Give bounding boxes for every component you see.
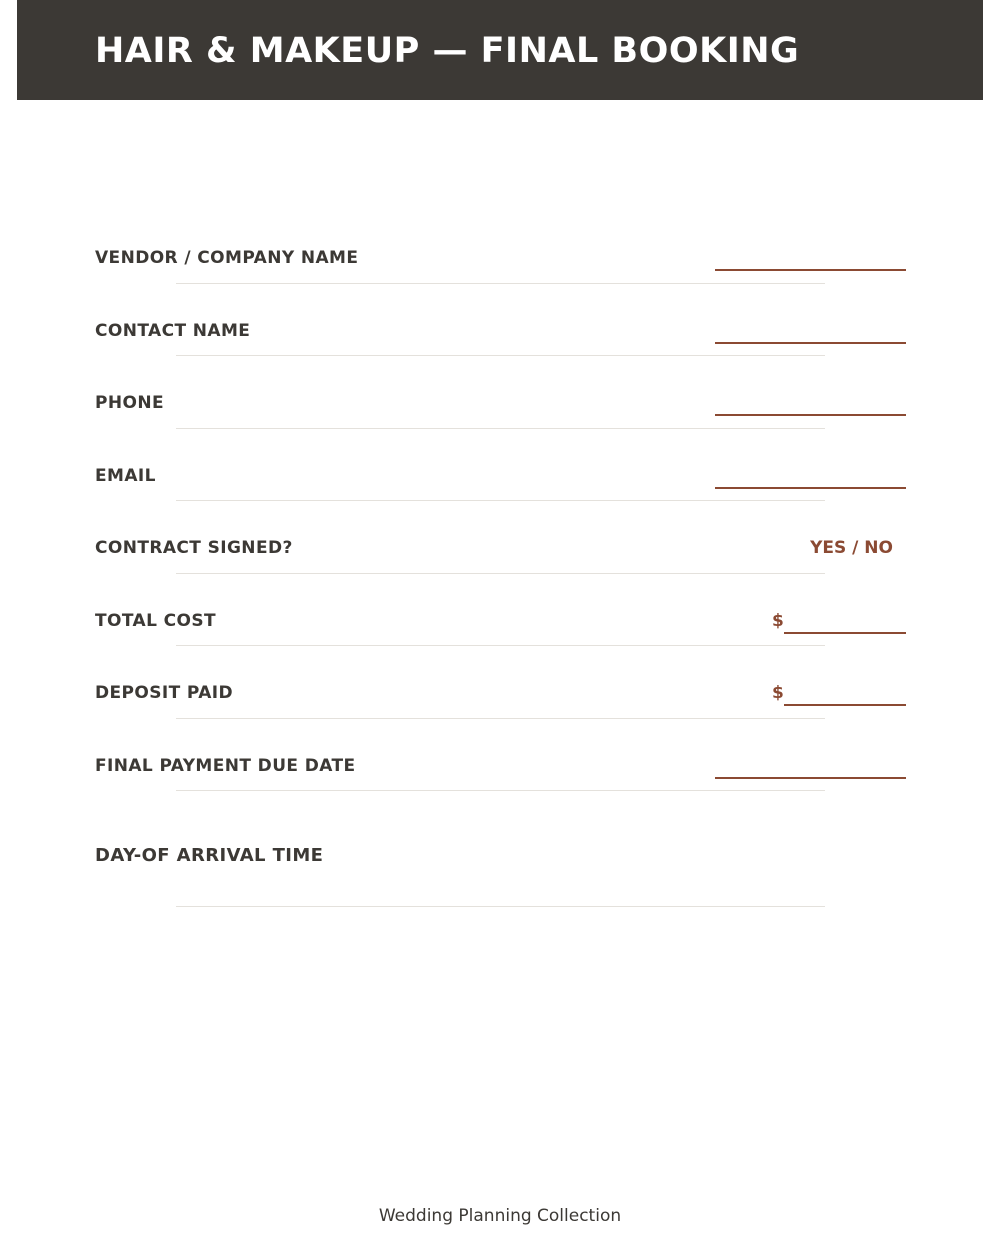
email-blank-line[interactable] [715, 471, 906, 489]
row-divider [176, 500, 825, 501]
phone-label: PHONE [95, 393, 164, 413]
arrival-label: DAY-OF ARRIVAL TIME [95, 845, 324, 866]
contract-yes-no-choice[interactable]: YES / NO [810, 538, 893, 558]
final-payment-blank-line[interactable] [715, 761, 906, 779]
header-bar [17, 0, 983, 100]
arrival-write-line[interactable] [176, 906, 825, 907]
phone-blank-line[interactable] [715, 398, 906, 416]
page-title: HAIR & MAKEUP — FINAL BOOKING [95, 31, 800, 71]
deposit-blank-line [784, 688, 906, 706]
row-divider [176, 428, 825, 429]
vendor-label: VENDOR / COMPANY NAME [95, 248, 359, 268]
deposit-field[interactable] [772, 682, 906, 704]
final-payment-label: FINAL PAYMENT DUE DATE [95, 756, 356, 776]
contact-blank-line[interactable] [715, 326, 906, 344]
row-divider [176, 718, 825, 719]
dollar-sign: $ [772, 611, 784, 631]
contact-label: CONTACT NAME [95, 321, 251, 341]
total-cost-field[interactable] [772, 610, 906, 632]
contract-label: CONTRACT SIGNED? [95, 538, 293, 558]
row-divider [176, 283, 825, 284]
deposit-label: DEPOSIT PAID [95, 683, 234, 703]
email-label: EMAIL [95, 466, 156, 486]
vendor-blank-line[interactable] [715, 253, 906, 271]
row-divider [176, 355, 825, 356]
footer-text: Wedding Planning Collection [378, 1206, 622, 1226]
row-divider [176, 645, 825, 646]
total-cost-blank-line [784, 616, 906, 634]
row-divider [176, 573, 825, 574]
row-divider [176, 790, 825, 791]
total-cost-label: TOTAL COST [95, 611, 216, 631]
dollar-sign: $ [772, 683, 784, 703]
